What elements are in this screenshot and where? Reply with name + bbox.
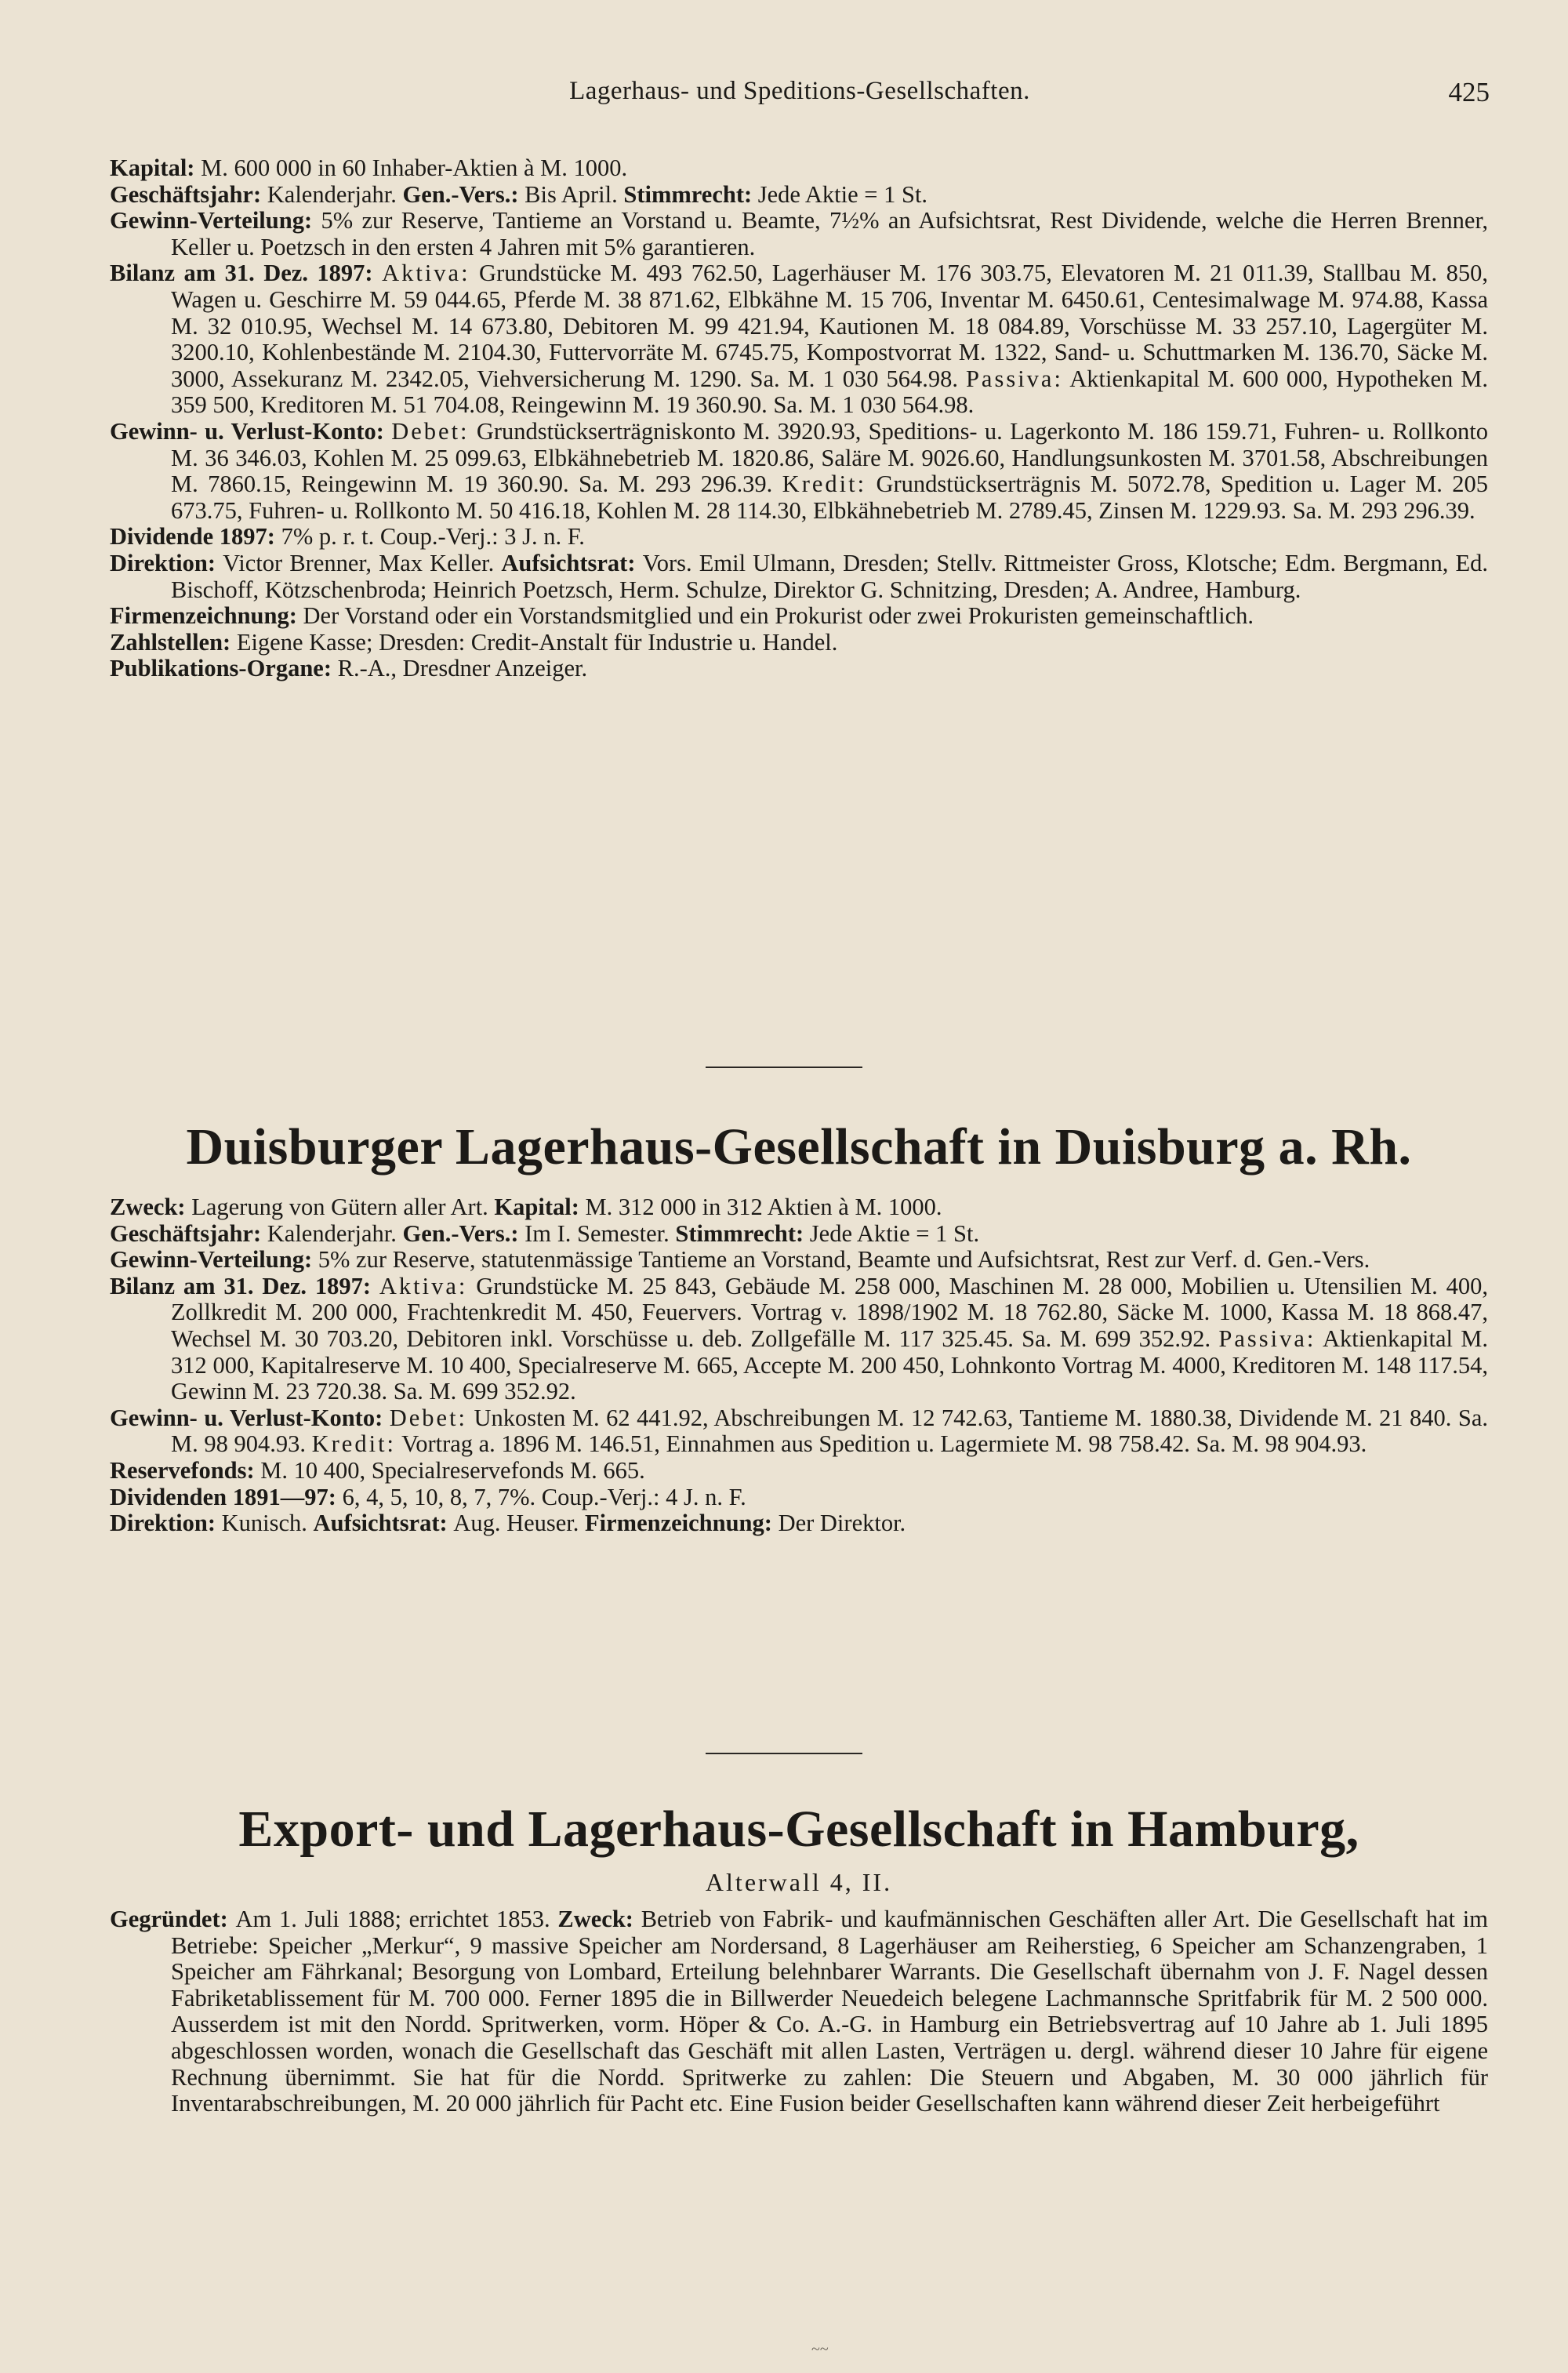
entry-text: Grundstückserträgnis M. 5072.78, Spedition u. Lager M. 205 673.75, Fuhren- u. Rollkonto M. 50 416.18, Kohlen M. 28 114.30, Elbkähnebetrieb M. 2789.45, Zinsen M. 1229.93. Sa. M. 293 296.39. bbox=[171, 471, 1488, 524]
entry-kapital bbox=[110, 155, 1488, 182]
entry-text: Vortrag a. 1896 M. 146.51, Einnahmen aus Spedition u. Lagermiete M. 98 758.42. Sa. M. 98 904.93. bbox=[396, 1430, 1367, 1458]
entry-label: Gen.-Vers.: bbox=[402, 180, 525, 208]
section-divider bbox=[706, 1753, 862, 1754]
entry-text: R.-A., Dresdner Anzeiger. bbox=[337, 655, 588, 682]
entry-label: Dividende 1897: bbox=[110, 523, 281, 551]
entry-text: Am 1. Juli 1888; errichtet 1853. bbox=[235, 1906, 558, 1932]
entry-text: Grundstückserträgniskonto M. 3920.93, Speditions- u. Lagerkonto M. 186 159.71, Fuhren- u. Rollkonto M. 36 346.03, Kohlen M. 25 099.63, Elbkähnebetrieb M. 1820.86, Saläre M. 9026.60, Handlungsunkosten M. 3701.58, Abschreibungen M. 7860.15, Reingewinn M. 19 360.90. Sa. M. 293 296.39. bbox=[171, 417, 1488, 498]
entry-direktion bbox=[110, 551, 1488, 603]
entry-text: Jede Aktie = 1 St. bbox=[757, 180, 928, 208]
entry-label: Gewinn- u. Verlust-Konto: bbox=[110, 417, 392, 445]
entry-direktion bbox=[110, 1510, 1488, 1537]
entry-gegruendet bbox=[110, 1906, 1488, 2117]
entry-text: Der Direktor. bbox=[778, 1510, 906, 1537]
entry-label: Gewinn-Verteilung: bbox=[110, 207, 321, 234]
entry-label: Geschäftsjahr: bbox=[110, 1219, 267, 1247]
entry-firmenzeichnung bbox=[110, 603, 1488, 630]
entry-dividenden bbox=[110, 1484, 1488, 1511]
entry-label: Aufsichtsrat: bbox=[313, 1510, 454, 1537]
entry-label: Direktion: bbox=[110, 1510, 222, 1537]
entry-label: Firmenzeichnung: bbox=[110, 602, 303, 630]
entry-label: Bilanz am 31. Dez. 1897: bbox=[110, 1272, 379, 1299]
entry-sublabel: Debet: bbox=[391, 417, 470, 445]
entry-zweck bbox=[110, 1194, 1488, 1221]
entry-dividende bbox=[110, 524, 1488, 551]
entry-text: M. 312 000 in 312 Aktien à M. 1000. bbox=[585, 1194, 942, 1220]
entry-text: Kunisch. bbox=[221, 1510, 314, 1537]
entry-text: Jede Aktie = 1 St. bbox=[809, 1219, 980, 1247]
entry-label: Aufsichtsrat: bbox=[501, 549, 643, 576]
entry-text: Betrieb von Fabrik- und kaufmännischen Geschäften aller Art. Die Gesellschaft hat im Betriebe: Speicher „Merkur“, 9 massive Speicher am Nordersand, 8 Lagerhäuser am Reiherstieg, 6 Speicher am Schanzengraben, 1 Speicher am Fährkanal; Besorgung von Lombard, Erteilung belehnbarer Warrants. Die Gesellschaft übernahm von J. F. Nagel dessen Fabriketablissement für M. 700 000. Ferner 1895 die in Billwerder Neuedeich belegene Lachmannsche Spritfabrik für M. 2 500 000. Ausserdem ist mit den Nordd. Spritwerken, vorm. Höper & Co. A.-G. in Hamburg ein Betriebsvertrag auf 10 Jahre ab 1. Juli 1895 abgeschlossen worden, wonach die Gesellschaft das Geschäft mit allen Lasten, Verträgen u. dergl. während dieser 10 Jahre für eigene Rechnung übernimmt. Sie hat für die Nordd. Spritwerke zu zahlen: Die Steuern und Abgaben, M. 30 000 jährlich für Inventarabschreibungen, M. 20 000 jährlich für Pacht etc. Eine Fusion beider Gesellschaften kann während dieser Zeit herbeigeführt bbox=[171, 1906, 1488, 2117]
entry-text: Grundstücke M. 493 762.50, Lagerhäuser M. 176 303.75, Elevatoren M. 21 011.39, Stallbau M. 850, Wagen u. Geschirre M. 59 044.65, Pferde M. 38 871.62, Elbkähne M. 15 706, Inventar M. 6450.61, Centesimalwage M. 974.88, Kassa M. 32 010.95, Wechsel M. 14 673.80, Debitoren M. 99 421.94, Kautionen M. 18 084.89, Vorschüsse M. 33 257.10, Lagergüter M. 3200.10, Kohlenbestände M. 2104.30, Futtervorräte M. 6745.75, Kompostvorrat M. 1322, Sand- u. Schuttmarken M. 136.70, Säcke M. 3000, Assekuranz M. 2342.05, Viehversicherung M. 1290. Sa. M. 1 030 564.98. bbox=[171, 260, 1488, 392]
entry-text: 6, 4, 5, 10, 8, 7, 7%. Coup.-Verj.: 4 J. n. F. bbox=[342, 1483, 746, 1510]
entry-bilanz bbox=[110, 1274, 1488, 1405]
section-divider bbox=[706, 1067, 862, 1068]
entry-text: Im I. Semester. bbox=[524, 1219, 676, 1247]
entry-gewinn-verteilung bbox=[110, 208, 1488, 260]
entry-text: Aktienkapital M. 312 000, Kapitalreserve M. 10 400, Specialreserve M. 665, Accepte M. 200 450, Lohnkonto Vortrag M. 4000, Kreditoren M. 148 117.54, Gewinn M. 23 720.38. Sa. M. 699 352.92. bbox=[171, 1325, 1488, 1405]
entry-text: Bis April. bbox=[524, 180, 624, 208]
entry-label: Gegründet: bbox=[110, 1906, 236, 1932]
entry-text: Eigene Kasse; Dresden: Credit-Anstalt für Industrie u. Handel. bbox=[236, 628, 838, 656]
company-3-address: Alterwall 4, II. bbox=[705, 1868, 893, 1896]
entry-text: M. 10 400, Specialreservefonds M. 665. bbox=[260, 1456, 645, 1484]
entry-text: Unkosten M. 62 441.92, Abschreibungen M. 12 742.63, Tantieme M. 1880.38, Dividende M. 21 840. Sa. M. 98 904.93. bbox=[171, 1404, 1488, 1458]
entry-text: M. 600 000 in 60 Inhaber-Aktien à M. 1000. bbox=[201, 154, 628, 181]
entry-bilanz bbox=[110, 260, 1488, 419]
entry-label: Reservefonds: bbox=[110, 1456, 261, 1484]
entry-text: Grundstücke M. 25 843, Gebäude M. 258 000, Maschinen M. 28 000, Mobilien u. Utensilien M. 400, Zollkredit M. 200 000, Frachtenkredit M. 450, Feuervers. Vortrag v. 1898/1902 M. 18 762.80, Säcke M. 1000, Kassa M. 18 868.47, Wechsel M. 30 703.20, Debitoren inkl. Vorschüsse u. deb. Zollgefälle M. 117 325.45. Sa. M. 699 352.92. bbox=[171, 1272, 1488, 1352]
entry-sublabel: Kredit: bbox=[311, 1430, 397, 1458]
running-title: Lagerhaus- und Speditions-Gesellschaften. bbox=[569, 77, 1030, 105]
entry-text: Kalenderjahr. bbox=[267, 1219, 403, 1247]
entry-label: Dividenden 1891—97: bbox=[110, 1483, 343, 1510]
entry-label: Gewinn- u. Verlust-Konto: bbox=[110, 1404, 390, 1431]
entry-text: Lagerung von Gütern aller Art. bbox=[191, 1194, 495, 1220]
entry-text: Der Vorstand oder ein Vorstandsmitglied und ein Prokurist oder zwei Prokuristen gemeinschaftlich. bbox=[303, 602, 1254, 630]
company-2-title: Duisburger Lagerhaus-Gesellschaft in Duisburg a. Rh. bbox=[186, 1118, 1412, 1176]
entry-sublabel: Aktiva: bbox=[379, 1272, 468, 1299]
entry-sublabel: Kredit: bbox=[782, 471, 867, 498]
company-3-title: Export- und Lagerhaus-Gesellschaft in Hamburg, bbox=[238, 1801, 1359, 1858]
entry-label: Zahlstellen: bbox=[110, 628, 237, 656]
entry-label: Kapital: bbox=[494, 1194, 586, 1220]
entry-sublabel: Passiva: bbox=[965, 365, 1063, 392]
entry-label: Gen.-Vers.: bbox=[402, 1219, 525, 1247]
entry-label: Kapital: bbox=[110, 154, 201, 181]
entry-reservefonds bbox=[110, 1458, 1488, 1484]
entry-geschaeftsjahr bbox=[110, 1221, 1488, 1248]
entry-text: 7% p. r. t. Coup.-Verj.: 3 J. n. F. bbox=[281, 523, 585, 551]
entry-gewinn-verteilung bbox=[110, 1247, 1488, 1274]
entry-sublabel: Debet: bbox=[389, 1404, 468, 1431]
entry-label: Bilanz am 31. Dez. 1897: bbox=[110, 260, 383, 287]
entry-label: Gewinn-Verteilung: bbox=[110, 1246, 318, 1274]
entry-label: Geschäftsjahr: bbox=[110, 180, 267, 208]
entry-sublabel: Passiva: bbox=[1218, 1325, 1316, 1352]
company-1-block bbox=[110, 155, 1488, 682]
entry-geschaeftsjahr bbox=[110, 182, 1488, 209]
print-mark: ~~ bbox=[811, 2341, 829, 2358]
running-header bbox=[110, 77, 1490, 108]
entry-text: Kalenderjahr. bbox=[267, 180, 403, 208]
entry-text: Aug. Heuser. bbox=[453, 1510, 586, 1537]
entry-sublabel: Aktiva: bbox=[382, 260, 470, 287]
entry-text: 5% zur Reserve, statutenmässige Tantieme an Vorstand, Beamte und Aufsichtsrat, Rest zur Verf. d. Gen.-Vers. bbox=[318, 1246, 1370, 1274]
entry-label: Zweck: bbox=[110, 1194, 192, 1220]
entry-text: Victor Brenner, Max Keller. bbox=[223, 549, 502, 576]
entry-label: Stimmrecht: bbox=[675, 1219, 810, 1247]
entry-gewinn-verlust-konto bbox=[110, 1405, 1488, 1458]
company-3-block bbox=[110, 1906, 1488, 2117]
company-2-block bbox=[110, 1194, 1488, 1537]
entry-text: Aktienkapital M. 600 000, Hypotheken M. 359 500, Kreditoren M. 51 704.08, Reingewinn M. 19 360.90. Sa. M. 1 030 564.98. bbox=[171, 365, 1489, 419]
entry-text: 5% zur Reserve, Tantieme an Vorstand u. Beamte, 7½% an Aufsichtsrat, Rest Dividende, welche die Herren Brenner, Keller u. Poetzsch in den ersten 4 Jahren mit 5% garantieren. bbox=[171, 207, 1488, 260]
entry-text: Vors. Emil Ulmann, Dresden; Stellv. Rittmeister Gross, Klotsche; Edm. Bergmann, Ed. Bischoff, Kötzschenbroda; Heinrich Poetzsch, Herm. Schulze, Direktor G. Schnitzing, Dresden; A. Andree, Hamburg. bbox=[171, 549, 1489, 603]
entry-label: Publikations-Organe: bbox=[110, 655, 338, 682]
entry-zahlstellen bbox=[110, 630, 1488, 656]
entry-label: Firmenzeichnung: bbox=[585, 1510, 779, 1537]
entry-gewinn-verlust-konto bbox=[110, 419, 1488, 524]
entry-label: Stimmrecht: bbox=[623, 180, 758, 208]
page-number: 425 bbox=[1448, 77, 1490, 107]
entry-publikations-organe bbox=[110, 656, 1488, 682]
entry-label: Zweck: bbox=[557, 1906, 641, 1932]
entry-label: Direktion: bbox=[110, 549, 223, 576]
